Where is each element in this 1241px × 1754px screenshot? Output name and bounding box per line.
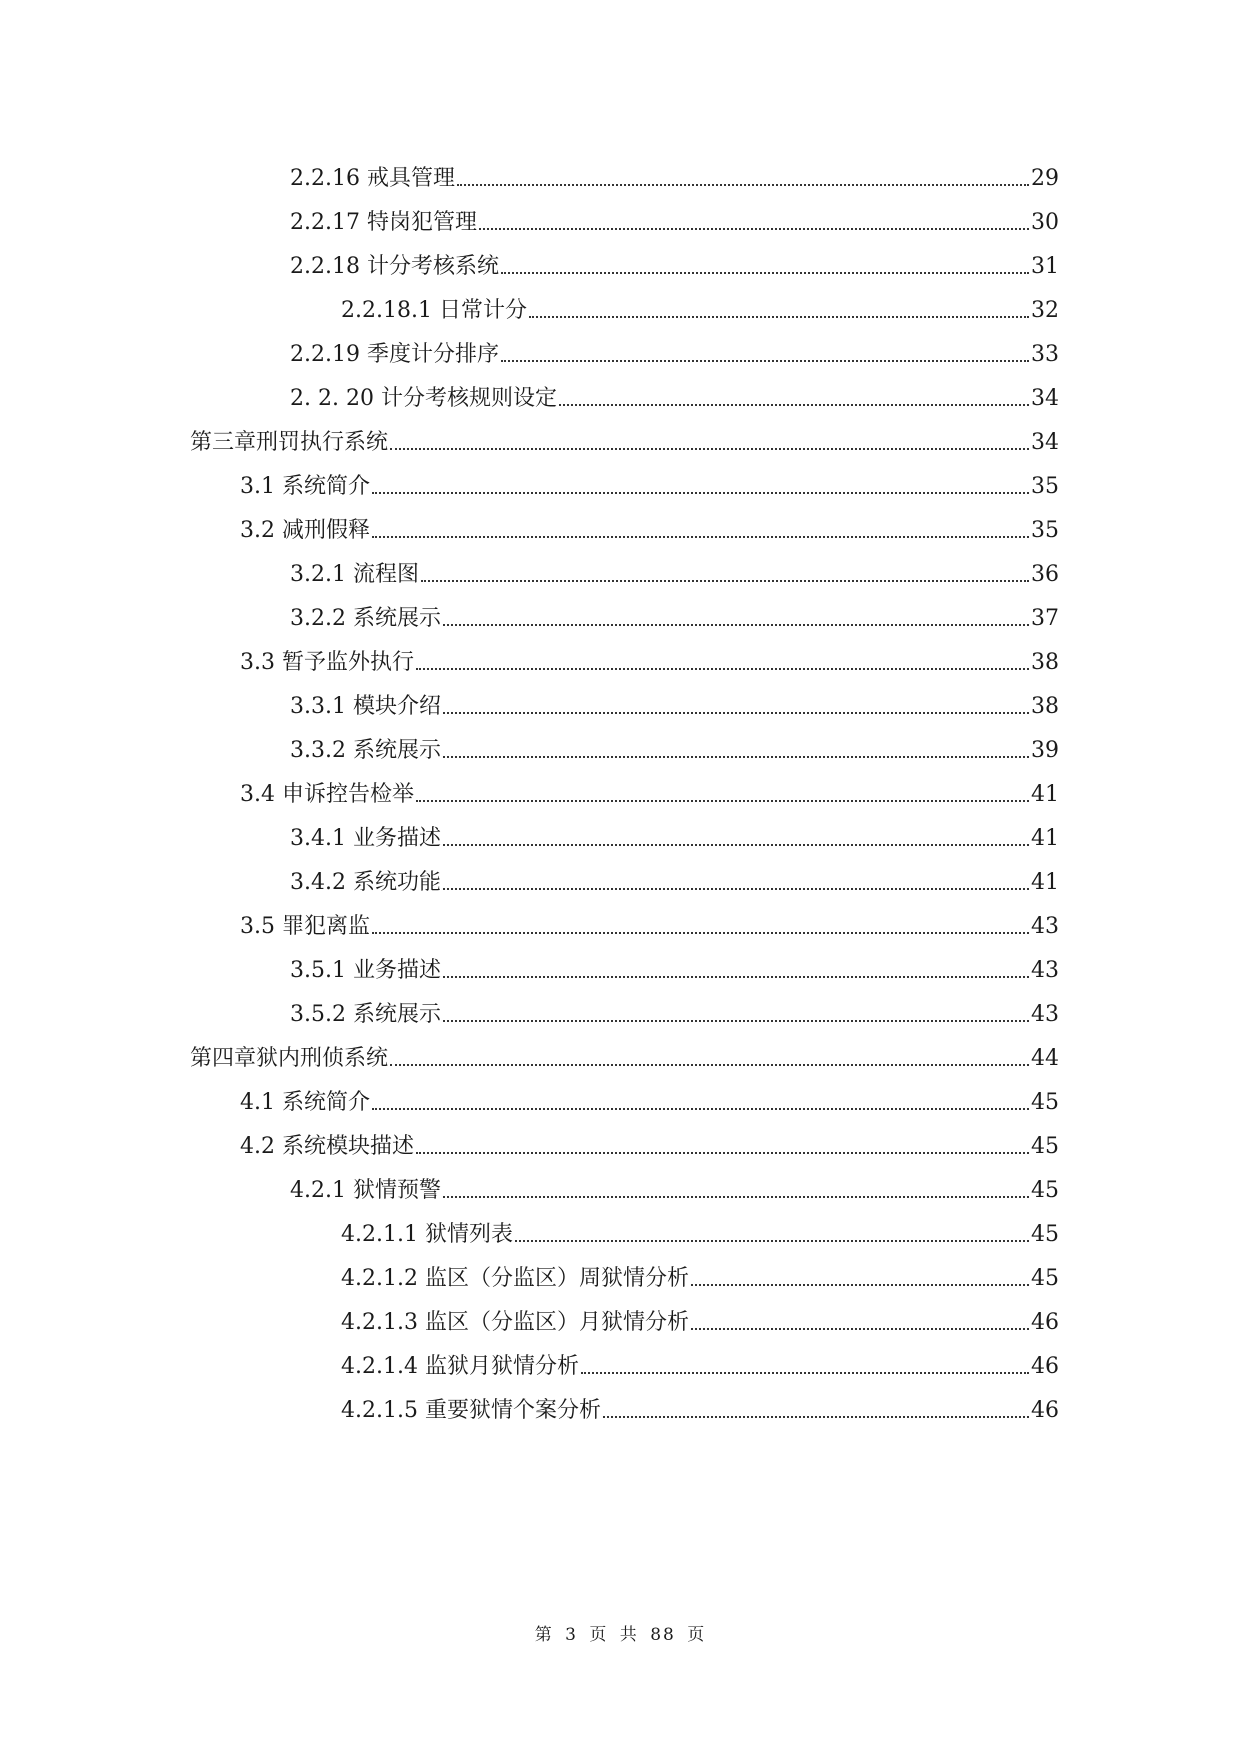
toc-leader-dots xyxy=(581,1372,1029,1374)
toc-entry-page: 43 xyxy=(1031,1002,1059,1027)
toc-leader-dots xyxy=(529,316,1029,318)
toc-leader-dots xyxy=(443,1196,1029,1198)
toc-leader-dots xyxy=(443,756,1029,758)
toc-leader-dots xyxy=(443,624,1029,626)
toc-entry[interactable] xyxy=(290,724,1059,764)
toc-entry[interactable] xyxy=(240,1120,1059,1160)
toc-entry[interactable] xyxy=(290,988,1059,1028)
toc-entry[interactable] xyxy=(341,1296,1059,1336)
toc-entry[interactable] xyxy=(290,680,1059,720)
toc-entry-page: 35 xyxy=(1031,474,1059,499)
toc-entry[interactable] xyxy=(341,1252,1059,1292)
toc-leader-dots xyxy=(443,888,1029,890)
toc-leader-dots xyxy=(372,536,1029,538)
toc-entry-page: 45 xyxy=(1031,1090,1059,1115)
toc-leader-dots xyxy=(443,976,1029,978)
toc-entry-page: 45 xyxy=(1031,1134,1059,1159)
toc-entry-title: 3.3.2 系统展示 xyxy=(290,738,441,763)
toc-entry-page: 38 xyxy=(1031,694,1059,719)
toc-leader-dots xyxy=(372,1108,1029,1110)
toc-entry-title: 3.5.2 系统展示 xyxy=(290,1002,441,1027)
toc-leader-dots xyxy=(421,580,1029,582)
toc-leader-dots xyxy=(443,844,1029,846)
toc-entry-page: 41 xyxy=(1031,782,1059,807)
toc-entry[interactable] xyxy=(341,1340,1059,1380)
toc-entry[interactable] xyxy=(341,284,1059,324)
toc-leader-dots xyxy=(372,932,1029,934)
toc-entry[interactable] xyxy=(341,1208,1059,1248)
toc-leader-dots xyxy=(691,1328,1029,1330)
toc-entry-title: 3.3 暂予监外执行 xyxy=(240,650,414,675)
toc-entry-title: 4.2.1.3 监区（分监区）月狱情分析 xyxy=(341,1310,689,1335)
toc-leader-dots xyxy=(515,1240,1029,1242)
toc-entry-page: 46 xyxy=(1031,1398,1059,1423)
toc-leader-dots xyxy=(416,800,1029,802)
toc-entry-title: 3.4.1 业务描述 xyxy=(290,826,441,851)
toc-entry[interactable] xyxy=(290,944,1059,984)
toc-entry-title: 3.4.2 系统功能 xyxy=(290,870,441,895)
toc-entry[interactable] xyxy=(240,768,1059,808)
toc-leader-dots xyxy=(390,448,1029,450)
toc-entry[interactable] xyxy=(290,196,1059,236)
toc-entry-title: 4.2.1 狱情预警 xyxy=(290,1178,441,1203)
toc-entry-page: 46 xyxy=(1031,1354,1059,1379)
toc-entry-title: 4.2.1.4 监狱月狱情分析 xyxy=(341,1354,579,1379)
toc-entry-title: 2.2.19 季度计分排序 xyxy=(290,342,499,367)
toc-entry-title: 3.3.1 模块介绍 xyxy=(290,694,441,719)
toc-entry-title: 2.2.18.1 日常计分 xyxy=(341,298,527,323)
toc-entry-page: 30 xyxy=(1031,210,1059,235)
toc-entry-page: 32 xyxy=(1031,298,1059,323)
toc-entry-title: 4.2.1.2 监区（分监区）周狱情分析 xyxy=(341,1266,689,1291)
toc-entry[interactable] xyxy=(290,812,1059,852)
toc-entry-page: 39 xyxy=(1031,738,1059,763)
toc-entry-page: 43 xyxy=(1031,958,1059,983)
toc-leader-dots xyxy=(501,360,1029,362)
toc-leader-dots xyxy=(372,492,1029,494)
toc-entry[interactable] xyxy=(290,548,1059,588)
toc-entry-title: 3.2 减刑假释 xyxy=(240,518,370,543)
toc-entry-title: 3.2.1 流程图 xyxy=(290,562,419,587)
toc-entry-page: 41 xyxy=(1031,826,1059,851)
toc-leader-dots xyxy=(416,668,1029,670)
toc-entry[interactable] xyxy=(290,592,1059,632)
toc-entry-page: 38 xyxy=(1031,650,1059,675)
toc-entry-title: 3.5 罪犯离监 xyxy=(240,914,370,939)
toc-entry-page: 46 xyxy=(1031,1310,1059,1335)
toc-entry[interactable] xyxy=(240,636,1059,676)
toc-leader-dots xyxy=(390,1064,1029,1066)
toc-leader-dots xyxy=(416,1152,1029,1154)
toc-entry[interactable] xyxy=(290,152,1059,192)
toc-leader-dots xyxy=(501,272,1029,274)
toc-entry-page: 44 xyxy=(1031,1046,1059,1071)
toc-entry[interactable] xyxy=(240,504,1059,544)
toc-entry-title: 3.2.2 系统展示 xyxy=(290,606,441,631)
toc-entry[interactable] xyxy=(290,856,1059,896)
toc-entry-title: 2.2.16 戒具管理 xyxy=(290,166,455,191)
toc-entry[interactable] xyxy=(240,900,1059,940)
toc-entry-title: 2.2.18 计分考核系统 xyxy=(290,254,499,279)
toc-leader-dots xyxy=(479,228,1029,230)
toc-entry[interactable] xyxy=(290,328,1059,368)
toc-entry-title: 3.5.1 业务描述 xyxy=(290,958,441,983)
page-footer: 第 3 页 共 88 页 xyxy=(534,1625,707,1645)
toc-entry-chapter[interactable] xyxy=(190,416,1059,456)
toc-entry-title: 3.1 系统简介 xyxy=(240,474,370,499)
toc-entry-page: 45 xyxy=(1031,1266,1059,1291)
toc-leader-dots xyxy=(691,1284,1029,1286)
toc-entry[interactable] xyxy=(240,1076,1059,1116)
toc-entry[interactable] xyxy=(290,1164,1059,1204)
toc-entry-chapter[interactable] xyxy=(190,1032,1059,1072)
toc-entry-title: 4.2.1.5 重要狱情个案分析 xyxy=(341,1398,601,1423)
toc-entry-page: 31 xyxy=(1031,254,1059,279)
toc-entry[interactable] xyxy=(290,372,1059,412)
toc-entry-title: 2.2.17 特岗犯管理 xyxy=(290,210,477,235)
toc-entry-page: 34 xyxy=(1031,386,1059,411)
toc-entry-title: 2. 2. 20 计分考核规则设定 xyxy=(290,386,557,411)
toc-leader-dots xyxy=(457,184,1029,186)
toc-entry-page: 43 xyxy=(1031,914,1059,939)
toc-entry-page: 34 xyxy=(1031,430,1059,455)
toc-entry-page: 35 xyxy=(1031,518,1059,543)
toc-entry-title: 4.1 系统简介 xyxy=(240,1090,370,1115)
toc-entry-title: 4.2.1.1 狱情列表 xyxy=(341,1222,513,1247)
toc-entry-title: 第三章刑罚执行系统 xyxy=(190,430,389,455)
toc-entry[interactable] xyxy=(290,240,1059,280)
toc-entry[interactable] xyxy=(341,1384,1059,1424)
toc-entry-title: 3.4 申诉控告检举 xyxy=(240,782,414,807)
toc-leader-dots xyxy=(443,712,1029,714)
toc-entry-title: 4.2 系统模块描述 xyxy=(240,1134,414,1159)
toc-entry-page: 45 xyxy=(1031,1178,1059,1203)
toc-entry-title: 第四章狱内刑侦系统 xyxy=(190,1046,389,1071)
toc-entry-page: 29 xyxy=(1031,166,1059,191)
toc-entry-page: 41 xyxy=(1031,870,1059,895)
toc-leader-dots xyxy=(559,404,1029,406)
toc-leader-dots xyxy=(603,1416,1029,1418)
toc-entry-page: 37 xyxy=(1031,606,1059,631)
toc-entry-page: 45 xyxy=(1031,1222,1059,1247)
toc-entry-page: 36 xyxy=(1031,562,1059,587)
toc-entry-page: 33 xyxy=(1031,342,1059,367)
toc-leader-dots xyxy=(443,1020,1029,1022)
toc-entry[interactable] xyxy=(240,460,1059,500)
